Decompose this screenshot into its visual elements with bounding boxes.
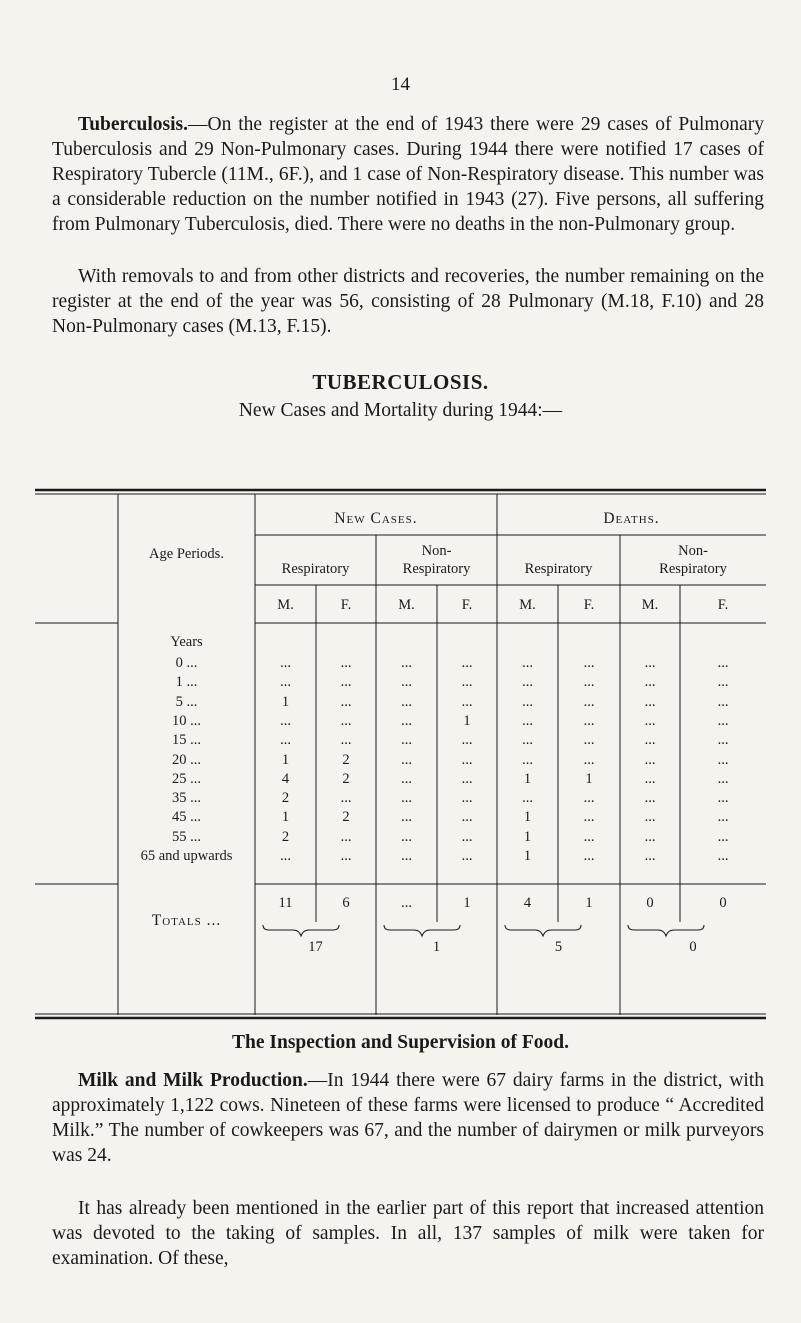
age-label: 55 ... (172, 828, 201, 845)
years-label: Years (170, 634, 203, 650)
table-cell: ... (583, 790, 595, 807)
table-cell: 1 (523, 770, 532, 787)
table-cell: ... (401, 770, 412, 787)
total-cell: 1 (463, 895, 471, 911)
age-label: 45 ... (172, 809, 201, 826)
table-title: TUBERCULOSIS. (312, 370, 489, 394)
age-periods-header: Age Periods. (149, 546, 224, 562)
deaths-header: Deaths. (603, 510, 660, 527)
table-cell: 1 (463, 712, 471, 729)
new-nonresp-header-2: Respiratory (402, 561, 471, 577)
col-f: F. (583, 597, 595, 613)
deaths-nonresp-header-1: Non- (678, 543, 708, 559)
table-cell: ... (644, 732, 656, 749)
table-subtitle: New Cases and Mortality during 1944:— (238, 400, 563, 421)
table-cell: ... (522, 732, 533, 749)
food-section-heading: The Inspection and Supervision of Food. (232, 1032, 569, 1053)
table-cell: ... (717, 712, 729, 729)
grand-total-cell: 5 (554, 939, 563, 955)
table-cell: ... (583, 809, 595, 826)
new-respiratory-header: Respiratory (281, 561, 350, 577)
table-cell: ... (522, 674, 533, 691)
col-f: F. (340, 597, 352, 613)
total-cell: 11 (278, 895, 293, 911)
table-cell: ... (340, 828, 352, 845)
table-cell: ... (717, 732, 729, 749)
col-m: M. (277, 597, 294, 613)
milk-paragraph-1 (52, 1068, 764, 1168)
table-cell: ... (340, 712, 352, 729)
total-cell: 0 (646, 895, 654, 911)
totals-label: Totals ... (151, 912, 222, 929)
table-cell: ... (644, 655, 656, 671)
tuberculosis-paragraph-2: With removals to and from other districts and recoveries, the number remaining on the register at the end of the year was 56, consisting of 28 Pulmonary (M.18, F.10) and 28 Non-Pulmonary cases (M.13, F.15). (52, 266, 764, 337)
table-cell: ... (717, 828, 729, 845)
table-cell: ... (461, 828, 473, 845)
new-nonresp-header-1: Non- (421, 543, 452, 559)
table-cell: ... (644, 809, 656, 826)
table-cell: ... (644, 848, 656, 864)
table-cell: ... (340, 674, 352, 691)
deaths-respiratory-header: Respiratory (524, 561, 593, 577)
table-cell: ... (644, 712, 656, 729)
grand-total-cell: 1 (432, 939, 441, 955)
age-label: 15 ... (172, 732, 201, 749)
table-cell: ... (461, 693, 473, 710)
table-cell: ... (717, 674, 729, 691)
age-label: 5 ... (175, 693, 198, 710)
table-cell: ... (717, 655, 729, 671)
table-cell: ... (401, 751, 412, 768)
table-cell: ... (522, 693, 533, 710)
table-cell: ... (522, 790, 533, 807)
table-cell: ... (401, 732, 412, 749)
table-cell: ... (280, 655, 291, 671)
grand-total-cell: 0 (689, 939, 697, 955)
age-label: 1 ... (175, 674, 198, 691)
table-cell: 1 (281, 693, 290, 710)
table-cell: ... (461, 674, 473, 691)
grand-total-cell: 17 (308, 939, 323, 955)
table-cell: ... (461, 790, 473, 807)
total-cell: 0 (719, 895, 727, 911)
milk-heading: Milk and Milk Production. (78, 1070, 308, 1091)
tuberculosis-text-1: —On the register at the end of 1943 there were 29 cases of Pulmonary Tuberculosis and 29 Non-Pulmonary cases. During 1944 there were notified 17 cases of Respiratory Tubercle (11M., 6F.), and 1 case of Non-Respiratory disease. This number was a considerable reduction on the number notified in 1943 (27). Five persons, all suffering from Pulmonary Tuberculosis, died. There were no deaths in the non-Pulmonary group. (52, 114, 764, 235)
table-cell: ... (461, 751, 473, 768)
table-cell: 4 (281, 770, 290, 787)
table-cell: 1 (585, 770, 593, 787)
table-cell: ... (461, 809, 473, 826)
total-cell: 4 (523, 895, 532, 911)
table-cell: ... (583, 751, 595, 768)
table-cell: ... (280, 732, 291, 749)
table-cell: ... (583, 655, 595, 671)
table-cell: ... (583, 732, 595, 749)
table-cell: ... (583, 712, 595, 729)
table-cell: 1 (523, 848, 532, 864)
page-number: 14 (391, 74, 410, 95)
col-m: M. (398, 597, 415, 613)
table-cell: ... (461, 770, 473, 787)
table-cell: ... (583, 674, 595, 691)
table-cell: ... (401, 809, 412, 826)
tuberculosis-heading: Tuberculosis. (78, 114, 189, 135)
table-cell: ... (522, 751, 533, 768)
table-cell: ... (644, 751, 656, 768)
total-cell: ... (401, 895, 412, 911)
table-cell: ... (401, 848, 412, 864)
table-cell: ... (280, 848, 291, 864)
table-cell: ... (644, 693, 656, 710)
table-cell: 2 (342, 770, 350, 787)
table-cell: ... (340, 790, 352, 807)
table-cell: ... (644, 828, 656, 845)
milk-paragraph-2: It has already been mentioned in the earlier part of this report that increased attention was devoted to the taking of samples. In all, 137 samples of milk were taken for examination. Of these, (52, 1198, 764, 1269)
table-cell: ... (401, 712, 412, 729)
table-cell: ... (717, 848, 729, 864)
table-cell: ... (340, 848, 352, 864)
deaths-nonresp-header-2: Respiratory (659, 561, 727, 577)
table-cell: ... (401, 655, 412, 671)
table-cell: ... (401, 790, 412, 807)
table-cell: ... (644, 674, 656, 691)
table-cell: ... (401, 674, 412, 691)
table-cell: ... (583, 693, 595, 710)
col-m: M. (641, 597, 659, 613)
table-cell: ... (340, 655, 352, 671)
table-cell: ... (340, 732, 352, 749)
col-f: F. (461, 597, 473, 613)
table-cell: ... (717, 751, 729, 768)
table-cell: ... (644, 770, 656, 787)
table-cell: 1 (281, 751, 290, 768)
age-label: 65 and upwards (140, 848, 233, 864)
table-cell: 2 (342, 809, 350, 826)
table-cell: 1 (523, 828, 532, 845)
col-m: M. (519, 597, 536, 613)
table-cell: 2 (281, 828, 290, 845)
table-cell: 2 (281, 790, 290, 807)
table-cell: ... (522, 712, 533, 729)
table-cell: ... (583, 828, 595, 845)
age-label: 25 ... (172, 770, 201, 787)
total-cell: 1 (585, 895, 593, 911)
table-cell: 2 (342, 751, 350, 768)
table-cell: ... (717, 693, 729, 710)
table-cell: ... (717, 770, 729, 787)
age-label: 20 ... (172, 751, 201, 768)
table-cell: ... (340, 693, 352, 710)
table-cell: ... (401, 693, 412, 710)
table-cell: ... (401, 828, 412, 845)
milk-text-1: —In 1944 there were 67 dairy farms in the district, with approximately 1,122 cows. Nineteen of these farms were licensed to produce “ Accredited Milk.” The number of cowkeepers was 67, and the number of dairymen or milk purveyors was 24. (52, 1070, 764, 1166)
table-cell: 1 (523, 809, 532, 826)
table-cell: ... (717, 809, 729, 826)
table-cell: ... (461, 732, 473, 749)
age-label: 35 ... (172, 790, 201, 807)
table-cell: ... (461, 848, 473, 864)
col-f: F. (717, 597, 729, 613)
new-cases-header: New Cases. (334, 510, 418, 527)
age-label: 0 ... (175, 655, 198, 671)
table-cell: ... (583, 848, 595, 864)
table-cell: ... (644, 790, 656, 807)
table-cell: ... (280, 712, 291, 729)
table-cell: ... (522, 655, 533, 671)
table-cell: ... (717, 790, 729, 807)
table-cell: ... (461, 655, 473, 671)
table-cell: ... (280, 674, 291, 691)
total-cell: 6 (342, 895, 350, 911)
table-cell: 1 (281, 809, 290, 826)
age-label: 10 ... (172, 712, 201, 729)
